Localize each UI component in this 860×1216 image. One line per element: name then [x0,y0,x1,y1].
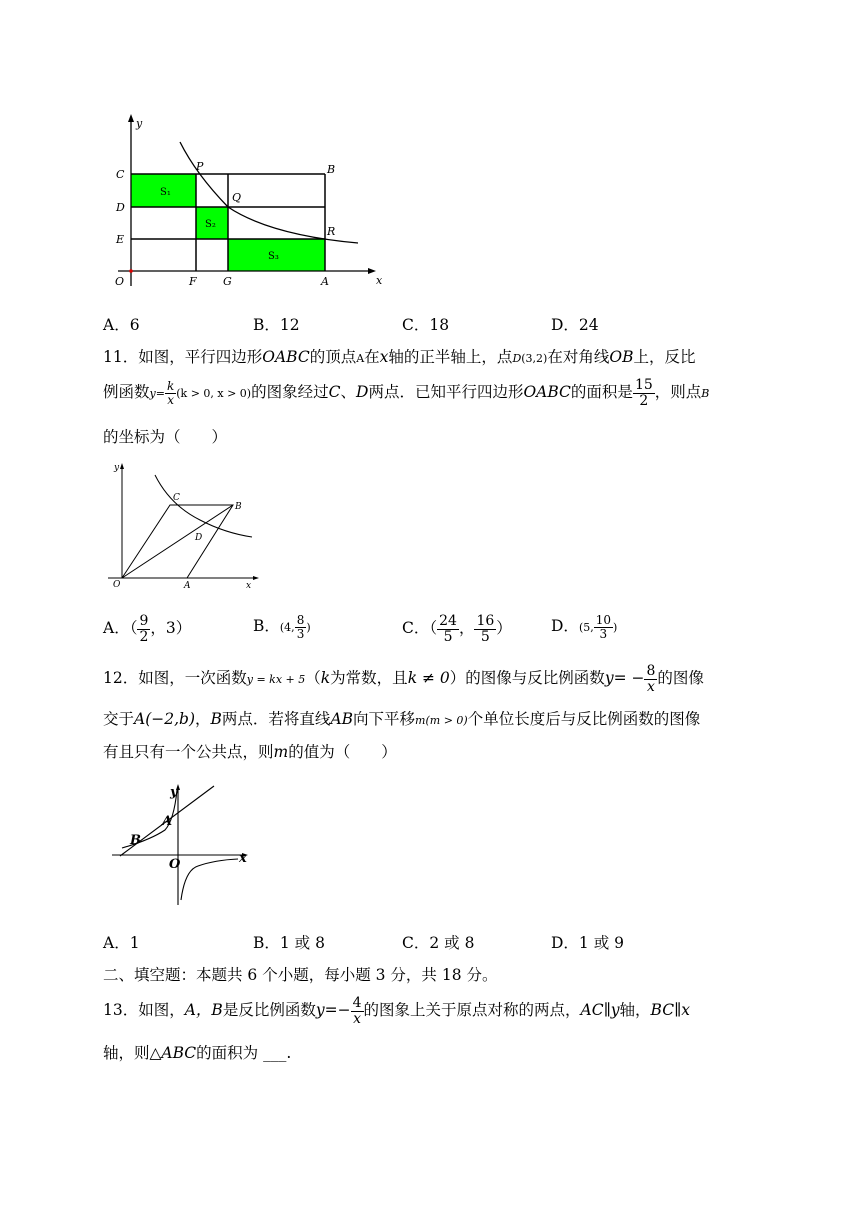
figure-line-hyperbola [110,780,255,910]
label-x: x [239,851,247,866]
q12-option-a[interactable]: A．1 [103,934,140,952]
q12-line-2: 交于A(−2,b)，B两点．若将直线AB向下平移m(m > 0)个单位长度后与反比例函数的图像 [103,710,701,728]
label-s3: S₃ [268,251,279,262]
label-a: A [184,581,191,591]
label-d: D [195,533,203,543]
figure-rectangles-hyperbola [100,110,390,295]
figure-parallelogram [100,460,270,595]
label-y: y [136,117,143,130]
label-x: x [376,274,383,287]
label-q: Q [232,191,242,204]
label-s1: S₁ [160,187,171,198]
label-c: C [116,168,125,181]
label-p: P [196,160,204,173]
label-y: y [170,785,178,800]
label-o: O [115,275,125,288]
q10-option-c[interactable]: C．18 [402,316,450,334]
label-s2: S₂ [205,219,216,230]
label-o: O [169,857,181,872]
q12-option-c[interactable]: C．2 或 8 [402,934,475,952]
answer-blank[interactable]: ___ [263,1044,287,1062]
label-b: B [130,833,141,848]
label-c: C [173,493,180,503]
q10-option-b[interactable]: B．12 [253,316,300,334]
label-r: R [327,225,336,238]
q11-line-3: 的坐标为（ ） [103,428,228,446]
label-a: A [162,814,173,829]
q11-option-b[interactable]: B．(4, $\frac{8}{3}$ ) [253,613,311,641]
q12-option-d[interactable]: D．1 或 9 [551,934,625,952]
q13-line-2: 轴，则△ABC的面积为 ___. [103,1044,292,1062]
q11-line-2: 例函数y= $\frac{k}{x}$ (k > 0, x > 0)的图象经过C、D两点．已知平行四边形OABC的面积是 $\frac{15}{2}$ ，则点B [103,377,710,409]
label-b: B [235,502,242,512]
q12-line-3: 有且只有一个公共点，则m的值为（ ） [103,743,397,761]
label-b: B [327,163,336,176]
label-y: y [114,463,120,473]
q11-option-a[interactable]: A．（ $\frac{9}{2}$ ，3） [103,613,192,645]
label-x: x [246,581,252,591]
section-heading: 二、填空题：本题共 6 个小题，每小题 3 分，共 18 分。 [103,966,498,984]
label-o: O [113,580,121,590]
label-f: F [189,275,197,288]
q13-line-1: 13．如图，A，B是反比例函数y=− $\frac{4}{x}$ 的图象上关于原点对称的两点，AC∥y轴，BC∥x [103,995,691,1027]
label-e: E [116,233,125,246]
q10-option-d[interactable]: D．24 [551,316,599,334]
label-d: D [116,201,125,214]
q12-line-1: 12．如图，一次函数y = kx + 5（k为常数，且k ≠ 0）的图像与反比例函数y= − $\frac{8}{x}$ 的图像 [103,663,704,695]
q12-option-b[interactable]: B．1 或 8 [253,934,325,952]
q11-option-c[interactable]: C．（ $\frac{24}{5}$ ， $\frac{16}{5}$ ） [402,613,512,645]
q10-option-a[interactable]: A．6 [103,316,140,334]
label-g: G [223,275,232,288]
q11-line-1: 11．如图，平行四边形OABC的顶点A在x轴的正半轴上，点D(3,2)在对角线OB上，反比 [103,348,696,366]
q11-option-d[interactable]: D．(5, $\frac{10}{3}$ ) [551,613,618,641]
label-a: A [321,275,329,288]
